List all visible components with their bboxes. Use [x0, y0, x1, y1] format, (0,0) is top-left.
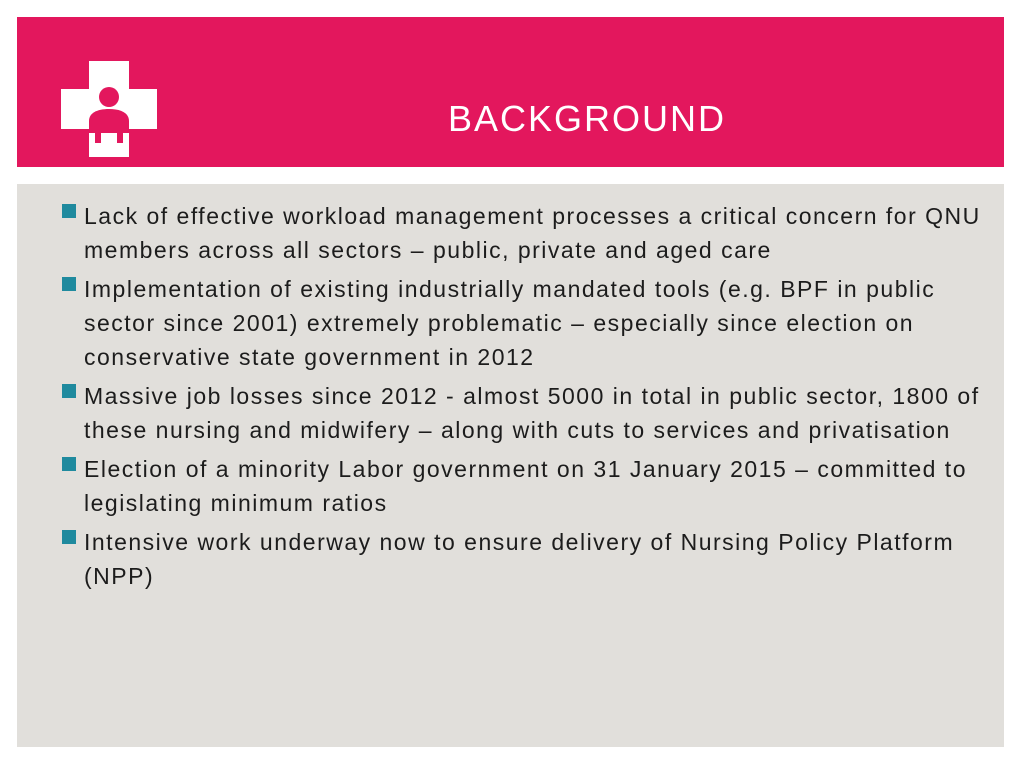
square-bullet-icon: [62, 530, 76, 544]
square-bullet-icon: [62, 277, 76, 291]
list-item: [44, 379, 984, 447]
bullet-list: [44, 199, 984, 598]
list-item: [44, 272, 984, 374]
list-item: [44, 452, 984, 520]
bullet-text: Implementation of existing industrially mandated tools (e.g. BPF in public sector since 2001) extremely problematic – especially since election on conservative state government in 2012: [84, 276, 936, 370]
bullet-text: Election of a minority Labor government on 31 January 2015 – committed to legislating minimum ratios: [84, 456, 967, 516]
medical-cross-person-icon: [61, 61, 157, 157]
bullet-text: Lack of effective workload management processes a critical concern for QNU members across all sectors – public, private and aged care: [84, 203, 981, 263]
bullet-text: Massive job losses since 2012 - almost 5000 in total in public sector, 1800 of these nursing and midwifery – along with cuts to services and privatisation: [84, 383, 980, 443]
list-item: [44, 525, 984, 593]
square-bullet-icon: [62, 204, 76, 218]
square-bullet-icon: [62, 457, 76, 471]
slide-title: BACKGROUND: [447, 98, 727, 139]
square-bullet-icon: [62, 384, 76, 398]
bullet-text: Intensive work underway now to ensure delivery of Nursing Policy Platform (NPP): [84, 529, 955, 589]
header-banner: [17, 17, 1004, 167]
list-item: [44, 199, 984, 267]
